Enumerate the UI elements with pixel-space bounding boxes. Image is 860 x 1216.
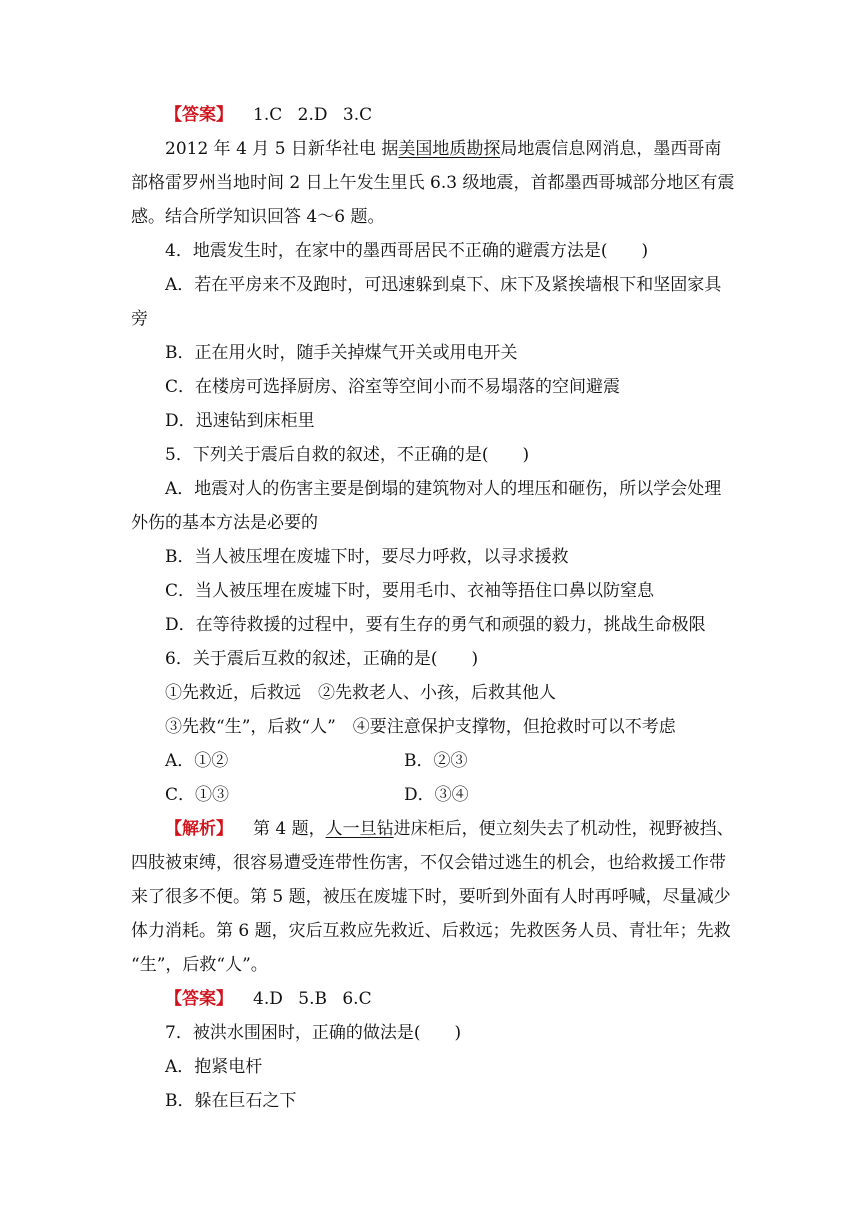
answer-tag: 【答案】: [165, 105, 233, 125]
answer-text: 4.D 5.B 6.C: [253, 989, 372, 1009]
question-7-option-b: B．躲在巨石之下: [165, 1091, 297, 1111]
question-5-option-a-cont: 外伤的基本方法是必要的: [131, 513, 318, 533]
answer-tag: 【答案】: [165, 989, 233, 1009]
passage-line-2: 部格雷罗州当地时间 2 日上午发生里氏 6.3 级地震，首都墨西哥城部分地区有震: [131, 173, 735, 193]
question-6-stem: 6．关于震后互救的叙述，正确的是( ): [165, 649, 479, 669]
underlined-phrase: 人一旦钻: [325, 819, 394, 839]
analysis-line-2: 四肢被束缚，很容易遭受连带性伤害，不仅会错过逃生的机会，也给救援工作带: [131, 853, 726, 873]
question-6-option-a: A．①②: [165, 751, 229, 771]
question-6-option-d: D．③④: [404, 785, 469, 805]
analysis-line-5: “生”，后救“人”。: [131, 955, 268, 975]
question-5-option-c: C．当人被压埋在废墟下时，要用毛巾、衣袖等捂住口鼻以防窒息: [165, 581, 655, 601]
passage-line-1: 2012 年 4 月 5 日新华社电 据美国地质勘探局地震信息网消息，墨西哥南: [165, 139, 722, 159]
question-5-stem: 5．下列关于震后自救的叙述，不正确的是( ): [165, 445, 530, 465]
answer-line-2: [165, 984, 372, 1014]
question-7-stem: 7．被洪水围困时，正确的做法是( ): [165, 1023, 462, 1043]
analysis-line-3: 来了很多不便。第 5 题，被压在废墟下时，要听到外面有人时再呼喊，尽量减少: [131, 887, 731, 907]
answer-line-1: [165, 100, 372, 130]
question-7-option-a: A．抱紧电杆: [165, 1057, 263, 1077]
analysis-line-4: 体力消耗。第 6 题，灾后互救应先救近、后救远；先救医务人员、青壮年；先救: [131, 921, 731, 941]
question-6-options-cd: [165, 780, 469, 810]
question-4-option-c: C．在楼房可选择厨房、浴室等空间小而不易塌落的空间避震: [165, 377, 621, 397]
question-4-option-a: A．若在平房来不及跑时，可迅速躲到桌下、床下及紧挨墙根下和坚固家具: [165, 275, 722, 295]
question-6-items-1: ①先救近，后救远 ②先救老人、小孩，后救其他人: [165, 683, 556, 703]
question-6-options-ab: [165, 746, 468, 776]
analysis-tag: 【解析】: [165, 819, 233, 839]
question-4-option-d: D．迅速钻到床柜里: [165, 411, 315, 431]
answer-text: 1.C 2.D 3.C: [253, 105, 373, 125]
underlined-term: 美国地质勘探: [398, 139, 501, 159]
question-4-option-a-cont: 旁: [131, 309, 148, 329]
question-5-option-b: B．当人被压埋在废墟下时，要尽力呼救，以寻求援救: [165, 547, 569, 567]
question-6-items-2: ③先救“生”，后救“人” ④要注意保护支撑物，但抢救时可以不考虑: [165, 717, 676, 737]
question-5-option-a: A．地震对人的伤害主要是倒塌的建筑物对人的埋压和砸伤，所以学会处理: [165, 479, 722, 499]
question-6-option-b: B．②③: [404, 751, 468, 771]
question-4-option-b: B．正在用火时，随手关掉煤气开关或用电开关: [165, 343, 518, 363]
analysis-line-1: 【解析】 第 4 题，人一旦钻进床柜后，便立刻失去了机动性，视野被挡、: [165, 819, 734, 839]
question-4-stem: 4．地震发生时，在家中的墨西哥居民不正确的避震方法是( ): [165, 241, 649, 261]
passage-line-3: 感。结合所学知识回答 4～6 题。: [131, 207, 385, 227]
question-5-option-d: D．在等待救援的过程中，要有生存的勇气和顽强的毅力，挑战生命极限: [165, 615, 706, 635]
question-6-option-c: C．①③: [165, 785, 230, 805]
